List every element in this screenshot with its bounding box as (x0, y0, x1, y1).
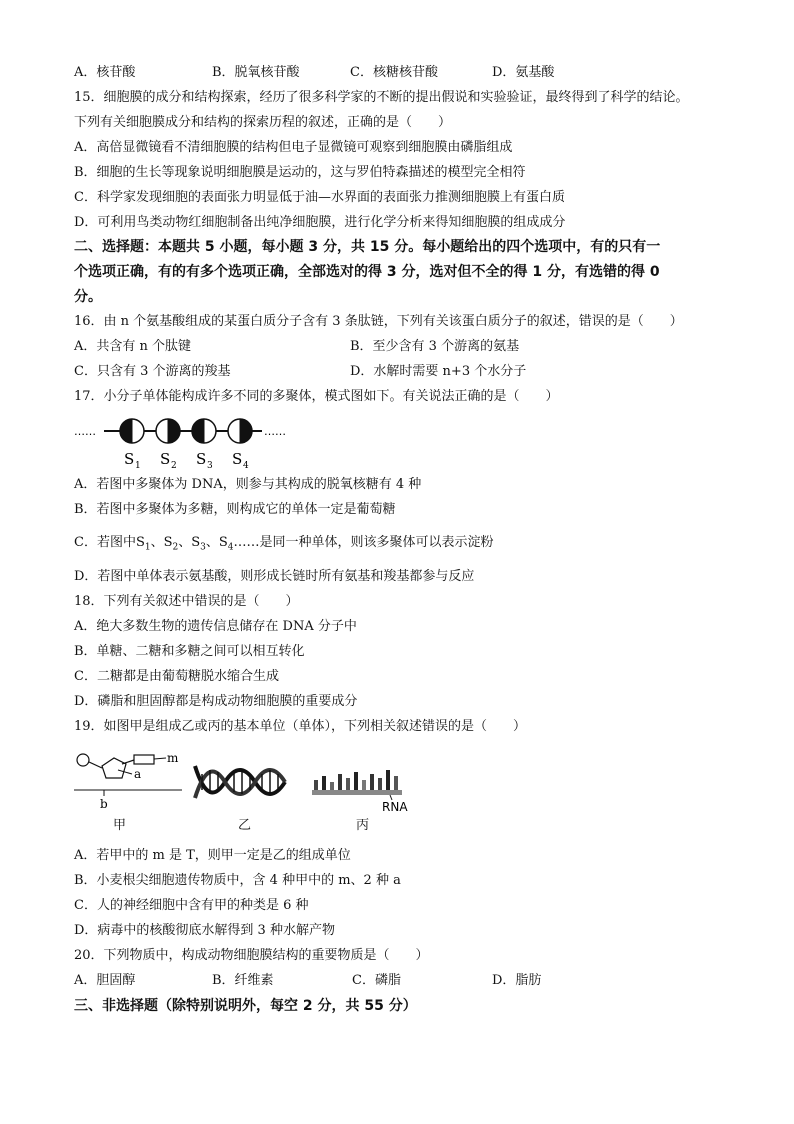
q19-option-d: D．病毒中的核酸彻底水解得到 3 种水解产物 (74, 923, 335, 938)
base-m (134, 755, 154, 764)
q20-option-a: A．胆固醇 (74, 973, 136, 988)
q17-option-c-s1-sub: 1 (144, 542, 151, 553)
q18-option-a: A．绝大多数生物的遗传信息储存在 DNA 分子中 (74, 619, 357, 634)
section2-heading-line1: 二、选择题：本题共 5 小题，每小题 3 分，共 15 分。每小题给出的四个选项中，有的只有一 (74, 239, 661, 255)
q17-option-c-s2: 、S (150, 535, 173, 550)
q15-option-d: D．可利用鸟类动物红细胞制备出纯净细胞膜，进行化学分析来得知细胞膜的组成成分 (74, 215, 566, 230)
rna-bases (314, 770, 398, 790)
q17-option-c-prefix: C．若图中 (74, 535, 136, 550)
q18-option-b: B．单糖、二糖和多糖之间可以相互转化 (74, 644, 305, 659)
section2-heading-line2: 个选项正确，有的有多个选项正确，全部选对的得 3 分，选对但不全的得 1 分，有选错的得 0 (74, 264, 660, 280)
section3-heading: 三、非选择题（除特别说明外，每空 2 分，共 55 分） (74, 998, 417, 1014)
nucleotide-diagram (74, 748, 184, 810)
caption-bing: 丙 (356, 818, 370, 833)
q20-option-c: C．磷脂 (352, 973, 401, 988)
q16-option-b: B．至少含有 3 个游离的氨基 (350, 339, 520, 354)
label-b: b (100, 797, 108, 810)
polymer-diagram (74, 414, 304, 472)
q17-option-c-suffix: ……是同一种单体，则该多聚体可以表示淀粉 (233, 535, 494, 550)
q19-option-c: C．人的神经细胞中含有甲的种类是 6 种 (74, 898, 309, 913)
q20-option-d: D．脂肪 (492, 973, 542, 988)
label-s4-sub: 4 (243, 461, 249, 471)
q15-option-c: C．科学家发现细胞的表面张力明显低于油—水界面的表面张力推测细胞膜上有蛋白质 (74, 190, 565, 205)
q17-stem: 17．小分子单体能构成许多不同的多聚体，模式图如下。有关说法正确的是（ ） (74, 389, 559, 404)
caption-jia: 甲 (113, 818, 127, 833)
q15-option-a: A．高倍显微镜看不清细胞膜的结构但电子显微镜可观察到细胞膜由磷脂组成 (74, 140, 513, 155)
label-s3-sub: 3 (207, 461, 213, 471)
q17-option-c-s3: 、S (178, 535, 201, 550)
monomer-s3 (192, 419, 216, 443)
q17-option-c-s3-sub: 3 (200, 542, 206, 553)
q17-option-c-s1: S (135, 535, 145, 550)
dna-helix-diagram (190, 762, 290, 802)
rna-backbone (312, 790, 402, 795)
label-s4: S (232, 450, 243, 468)
label-s1-sub: 1 (135, 461, 141, 471)
q16-option-a: A．共含有 n 个肽键 (74, 339, 192, 354)
label-s2-sub: 2 (171, 461, 177, 471)
q14-option-b: B．脱氧核苷酸 (212, 65, 300, 80)
q19-figure-jia (74, 748, 184, 810)
q14-option-a: A．核苷酸 (74, 65, 136, 80)
q15-option-b: B．细胞的生长等现象说明细胞膜是运动的，这与罗伯特森描述的模型完全相符 (74, 165, 526, 180)
q19-figure-yi (190, 762, 290, 802)
q16-stem: 16．由 n 个氨基酸组成的某蛋白质分子含有 3 条肽链，下列有关该蛋白质分子的叙述，错误的是（ ） (74, 314, 683, 329)
rna-strand-diagram (310, 764, 410, 812)
label-s3: S (196, 450, 207, 468)
q17-option-c (74, 534, 494, 557)
q17-option-a: A．若图中多聚体为 DNA，则参与其构成的脱氧核糖有 4 种 (74, 477, 422, 492)
pentose-sugar (102, 758, 126, 778)
phosphate-group (77, 754, 89, 766)
figure-dots-right: …… (264, 425, 286, 438)
q15-stem-line1: 15．细胞膜的成分和结构探索，经历了很多科学家的不断的提出假说和实验验证，最终得到了科学的结论。 (74, 90, 689, 105)
q20-option-b: B．纤维素 (212, 973, 274, 988)
q18-option-c: C．二糖都是由葡萄糖脱水缩合生成 (74, 669, 279, 684)
q17-option-b: B．若图中多聚体为多糖，则构成它的单体一定是葡萄糖 (74, 502, 396, 517)
label-rna: RNA (382, 800, 408, 812)
q17-option-d: D．若图中单体表示氨基酸，则形成长链时所有氨基和羧基都参与反应 (74, 569, 475, 584)
section2-heading-line3: 分。 (74, 289, 102, 305)
monomer-s1 (120, 419, 144, 443)
q17-option-c-s4-sub: 4 (227, 542, 234, 553)
label-a: a (134, 767, 142, 781)
q15-stem-line2: 下列有关细胞膜成分和结构的探索历程的叙述，正确的是（ ） (74, 115, 452, 130)
label-m: m (167, 751, 179, 765)
label-s1: S (124, 450, 135, 468)
figure-dots-left: …… (74, 425, 96, 438)
q17-option-c-s2-sub: 2 (172, 542, 179, 553)
q19-option-b: B．小麦根尖细胞遗传物质中，含 4 种甲中的 m、2 种 a (74, 873, 401, 888)
q19-option-a: A．若甲中的 m 是 T，则甲一定是乙的组成单位 (74, 848, 351, 863)
monomer-s2 (156, 419, 180, 443)
q16-option-d: D．水解时需要 n+3 个水分子 (350, 364, 527, 379)
q17-polymer-figure (74, 414, 304, 472)
q14-option-d: D．氨基酸 (492, 65, 555, 80)
q19-stem: 19．如图甲是组成乙或丙的基本单位（单体），下列相关叙述错误的是（ ） (74, 719, 527, 734)
q18-option-d: D．磷脂和胆固醇都是构成动物细胞膜的重要成分 (74, 694, 358, 709)
label-s2: S (160, 450, 171, 468)
q17-option-c-s4: 、S (205, 535, 228, 550)
q19-figure-bing (310, 764, 410, 812)
q16-option-c: C．只含有 3 个游离的羧基 (74, 364, 231, 379)
monomer-s4 (228, 419, 252, 443)
q18-stem: 18．下列有关叙述中错误的是（ ） (74, 594, 299, 609)
caption-yi: 乙 (238, 818, 252, 833)
q20-stem: 20．下列物质中，构成动物细胞膜结构的重要物质是（ ） (74, 948, 429, 963)
q14-option-c: C．核糖核苷酸 (350, 65, 438, 80)
